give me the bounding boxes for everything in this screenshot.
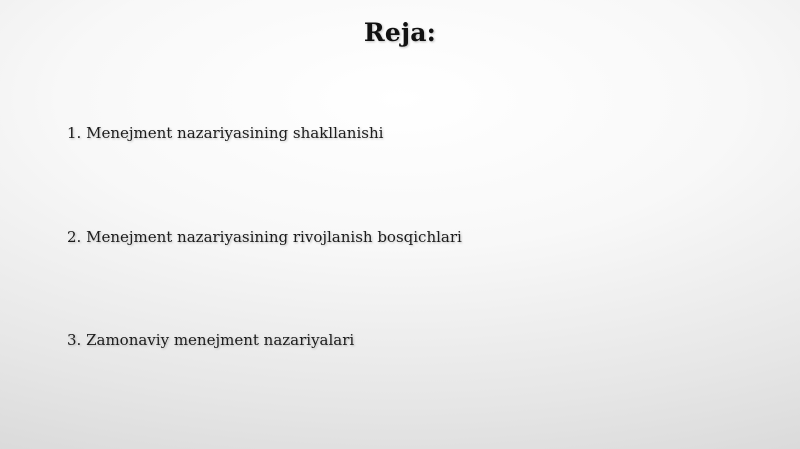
plan-item-1: 1. Menejment nazariyasining shakllanishi [67,124,384,142]
plan-item-2: 2. Menejment nazariyasining rivojlanish bosqichlari [67,228,462,246]
slide-title: Reja: [363,18,437,47]
plan-item-3: 3. Zamonaviy menejment nazariyalari [67,331,355,349]
